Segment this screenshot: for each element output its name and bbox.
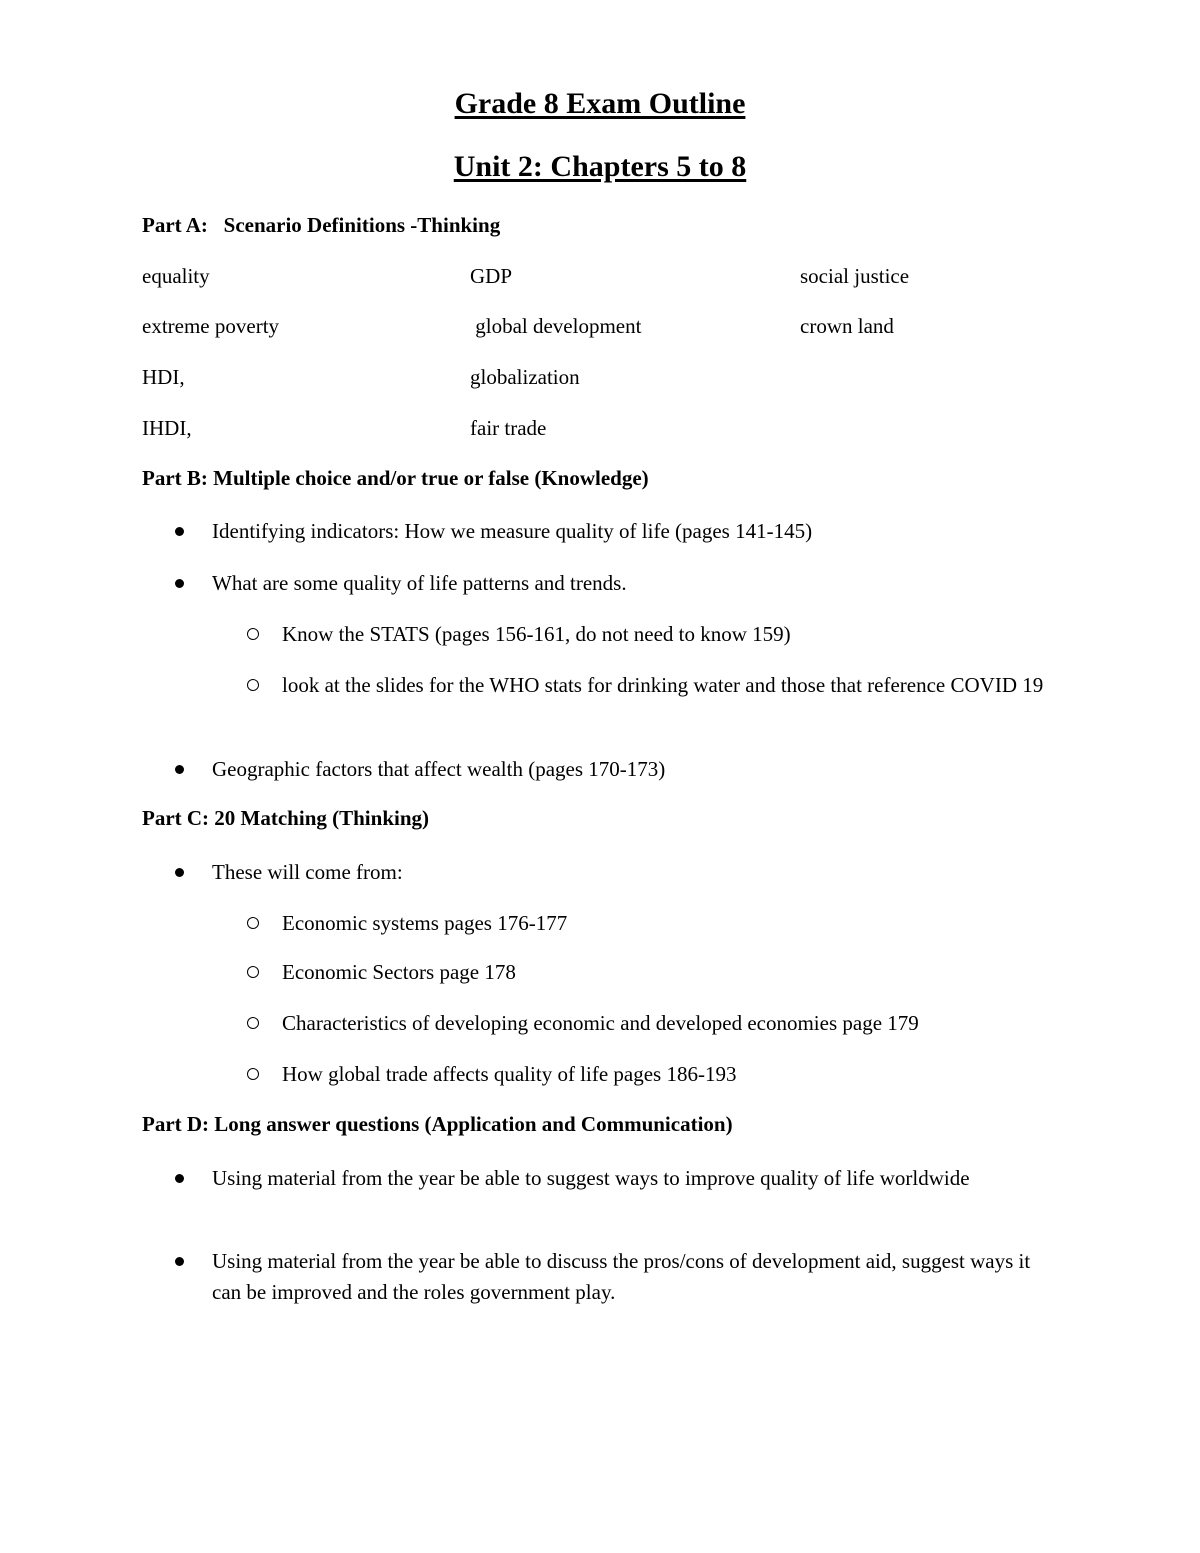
term: GDP (470, 264, 513, 288)
hollow-bullet-icon (247, 917, 259, 929)
sub-list-item-text: How global trade affects quality of life pages 186-193 (282, 1062, 737, 1086)
bullet-icon (175, 579, 184, 588)
sub-list-item-text: Know the STATS (pages 156-161, do not need to know 159) (282, 622, 791, 646)
term: HDI, (142, 365, 185, 389)
term: extreme poverty (142, 314, 280, 338)
term: IHDI, (142, 416, 192, 440)
list-item-text: These will come from: (212, 860, 403, 884)
list-item-text: Using material from the year be able to discuss the pros/cons of development aid, suggest ways it can be improved and the roles government play. (212, 1249, 1031, 1304)
bullet-icon (175, 868, 184, 877)
document-title: Grade 8 Exam Outline (454, 87, 746, 120)
sub-list-item-text: Economic Sectors page 178 (282, 960, 516, 984)
part-b-heading: Part B: Multiple choice and/or true or false (Knowledge) (142, 466, 649, 490)
hollow-bullet-icon (247, 966, 259, 978)
bullet-icon (175, 1257, 184, 1266)
sub-list-item-text: look at the slides for the WHO stats for drinking water and those that reference COVID 19 (282, 673, 1044, 697)
bullet-icon (175, 527, 184, 536)
hollow-bullet-icon (247, 1017, 259, 1029)
list-item-text: Identifying indicators: How we measure quality of life (pages 141-145) (212, 519, 813, 543)
list-item-text: Using material from the year be able to suggest ways to improve quality of life worldwide (212, 1166, 970, 1190)
term: equality (142, 264, 210, 288)
list-item-text: Geographic factors that affect wealth (pages 170-173) (212, 757, 666, 781)
bullet-icon (175, 765, 184, 774)
term: globalization (470, 365, 580, 389)
term: social justice (800, 264, 910, 288)
hollow-bullet-icon (247, 628, 259, 640)
term: global development (470, 314, 642, 338)
document-subtitle: Unit 2: Chapters 5 to 8 (453, 150, 747, 183)
sub-list-item-text: Characteristics of developing economic and developed economies page 179 (282, 1011, 919, 1035)
term: crown land (800, 314, 894, 338)
hollow-bullet-icon (247, 1068, 259, 1080)
bullet-icon (175, 1174, 184, 1183)
hollow-bullet-icon (247, 679, 259, 691)
list-item-text: What are some quality of life patterns and trends. (212, 571, 627, 595)
sub-list-item-text: Economic systems pages 176-177 (282, 911, 568, 935)
part-d-heading: Part D: Long answer questions (Application and Communication) (142, 1112, 733, 1136)
part-a-heading: Part A: Scenario Definitions -Thinking (142, 213, 501, 237)
term: fair trade (470, 416, 547, 440)
part-c-heading: Part C: 20 Matching (Thinking) (142, 806, 430, 830)
